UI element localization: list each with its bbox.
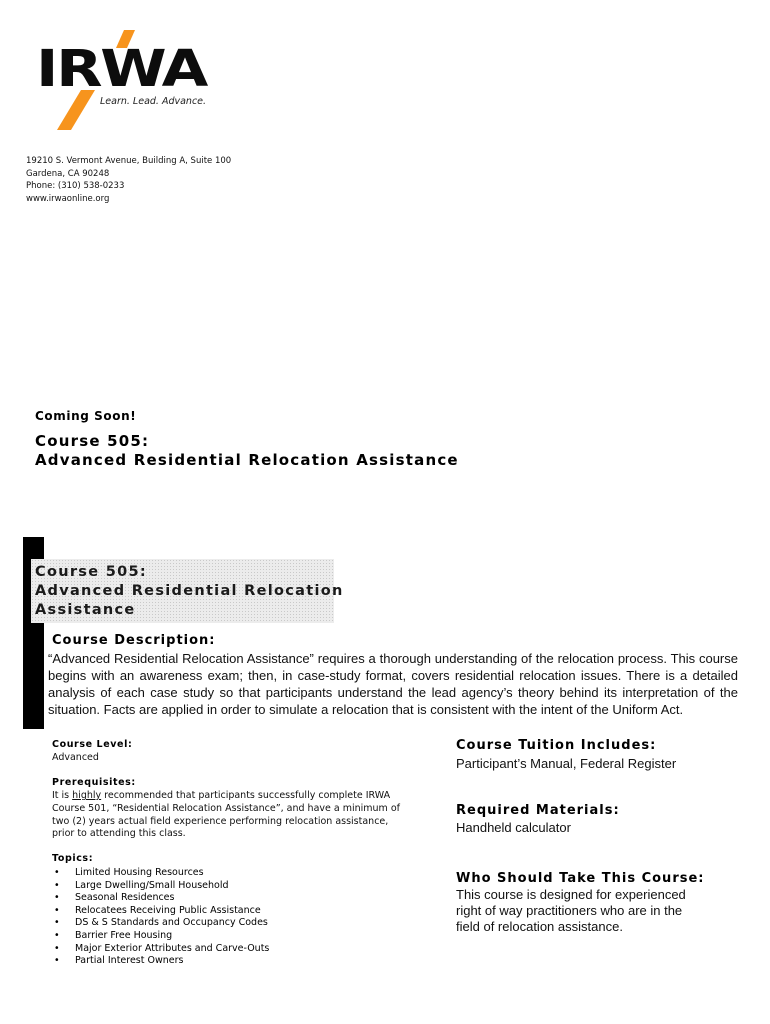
course-title-box (31, 559, 344, 623)
prerequisites-line-3: two (2) years actual field experience performing relocation assistance, (52, 815, 389, 827)
description-text: “Advanced Residential Relocation Assistance” requires a thorough understanding of the relocation process. This course begins with an awareness exam; then, in case-study format, covers residential relocation issues. There is a detailed analysis of each case study so that participants understand the lead agency’s theory behind its interpretation of the situation. Facts are applied in order to simulate a relocation that is consistent with the intent of the Uniform Act. (48, 651, 738, 717)
list-item (52, 867, 269, 880)
page-title-course-number: Course 505: (35, 432, 150, 450)
logo-wordmark: IRWA (36, 40, 209, 99)
list-item (52, 943, 269, 956)
list-item (52, 930, 269, 943)
bullet-icon: • (54, 917, 60, 929)
bullet-icon: • (54, 955, 60, 967)
logo-tagline: Learn. Lead. Advance. (100, 96, 207, 107)
page-title-course-name: Advanced Residential Relocation Assistance (35, 451, 459, 469)
bullet-icon: • (54, 904, 60, 916)
topic-text: Large Dwelling/Small Household (75, 879, 229, 891)
course-level-label: Course Level: (52, 739, 133, 750)
topics-label: Topics: (52, 853, 94, 864)
course-level-value: Advanced (52, 752, 99, 763)
address-website: www.irwaonline.org (26, 193, 110, 204)
bullet-icon: • (54, 892, 60, 904)
bullet-icon: • (54, 867, 60, 878)
irwa-logo-graphic (34, 28, 224, 132)
topic-text: Partial Interest Owners (75, 955, 184, 967)
topic-text: DS & S Standards and Occupancy Codes (75, 917, 268, 929)
address-phone: Phone: (310) 538-0233 (26, 181, 125, 192)
prerequisites-line-2: Course 501, “Residential Relocation Assistance”, and have a minimum of (52, 802, 400, 814)
list-item (52, 892, 269, 905)
prereq-line-1-end: recommended that participants successfully complete IRWA (101, 790, 391, 801)
audience-line-3: field of relocation assistance. (456, 919, 623, 934)
bullet-icon: • (54, 942, 60, 954)
prereq-line-1-start: It is (52, 790, 73, 801)
topic-text: Barrier Free Housing (75, 929, 173, 941)
prerequisites-label: Prerequisites: (52, 777, 136, 788)
audience-text (456, 887, 746, 935)
irwa-logo (34, 28, 224, 132)
materials-text: Handheld calculator (456, 820, 571, 835)
description-heading: Course Description: (52, 633, 216, 648)
audience-heading: Who Should Take This Course: (456, 871, 705, 886)
tuition-heading: Course Tuition Includes: (456, 738, 657, 753)
list-item (52, 880, 269, 893)
materials-heading: Required Materials: (456, 803, 620, 818)
audience-line-2: right of way practitioners who are in the (456, 903, 683, 918)
topic-text: Limited Housing Resources (75, 867, 204, 878)
topic-text: Seasonal Residences (75, 892, 175, 904)
list-item (52, 955, 269, 968)
topic-text: Major Exterior Attributes and Carve-Outs (75, 942, 270, 954)
prerequisites-line-1 (52, 790, 437, 803)
topic-text: Relocatees Receiving Public Assistance (75, 904, 261, 916)
bullet-icon: • (54, 929, 60, 941)
tuition-text: Participant’s Manual, Federal Register (456, 756, 677, 771)
page-title (35, 432, 459, 470)
contact-address (26, 155, 231, 205)
title-box-line-1: Course 505: (35, 564, 147, 580)
address-line-2: Gardena, CA 90248 (26, 168, 110, 179)
list-item (52, 905, 269, 918)
title-box-line-3: Assistance (35, 602, 136, 618)
prerequisites-text (52, 790, 437, 841)
topics-list (52, 867, 269, 968)
audience-line-1: This course is designed for experienced (456, 887, 686, 902)
coming-soon-label: Coming Soon! (35, 409, 137, 423)
prereq-emphasis: highly (72, 790, 102, 801)
prerequisites-line-4: prior to attending this class. (52, 828, 186, 840)
list-item (52, 917, 269, 930)
title-box-line-2: Advanced Residential Relocation (35, 583, 344, 599)
address-line-1: 19210 S. Vermont Avenue, Building A, Suite 100 (26, 156, 232, 166)
bullet-icon: • (54, 879, 60, 891)
